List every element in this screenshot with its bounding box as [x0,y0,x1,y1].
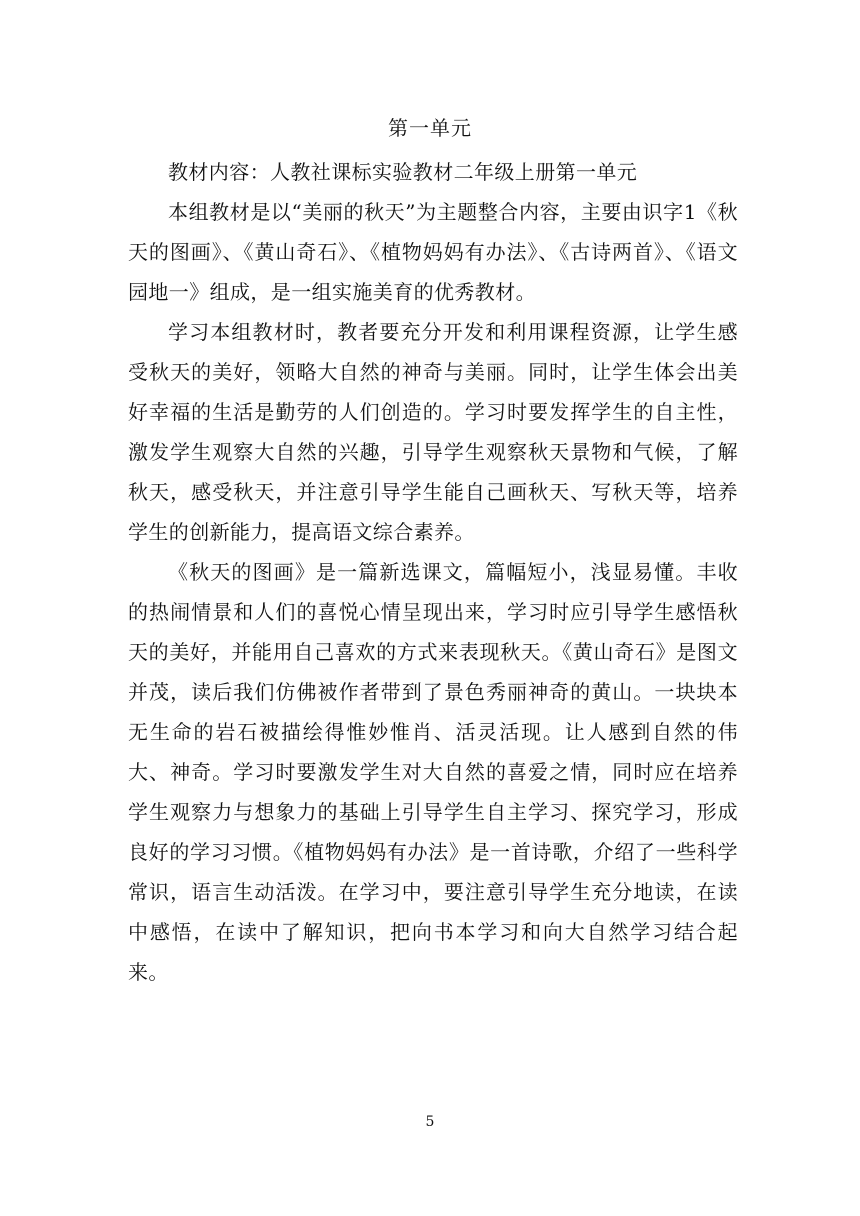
unit-title: 第一单元 [388,116,472,140]
paragraph-unit-overview: 本组教材是以“美丽的秋天”为主题整合内容，主要由识字1《秋天的图画》、《黄山奇石》、《植物妈妈有办法》、《古诗两首》、《语文园地一》组成，是一组实施美育的优秀教材。 [128,200,738,304]
page-number: 5 [425,1114,435,1130]
paragraph-material-content: 教材内容：人教社课标实验教材二年级上册第一单元 [168,160,638,184]
paragraph-lesson-analysis: 《秋天的图画》是一篇新选课文，篇幅短小，浅显易懂。丰收的热闹情景和人们的喜悦心情呈现出来，学习时应引导学生感悟秋天的美好，并能用自己喜欢的方式来表现秋天。《黄山奇石》是图文并茂，读后我们仿佛被作者带到了景色秀丽神奇的黄山。一块块本无生命的岩石被描绘得惟妙惟肖、活灵活现。让人感到自然的伟大、神奇。学习时要激发学生对大自然的喜爱之情，同时应在培养学生观察力与想象力的基础上引导学生自主学习、探究学习，形成良好的学习习惯。《植物妈妈有办法》是一首诗歌，介绍了一些科学常识，语言生动活泼。在学习中，要注意引导学生充分地读，在读中感悟，在读中了解知识，把向书本学习和向大自然学习结合起来。 [128,560,738,984]
paragraph-teaching-guidance: 学习本组教材时，教者要充分开发和利用课程资源，让学生感受秋天的美好，领略大自然的神奇与美丽。同时，让学生体会出美好幸福的生活是勤劳的人们创造的。学习时要发挥学生的自主性，激发学生观察大自然的兴趣，引导学生观察秋天景物和气候，了解秋天，感受秋天，并注意引导学生能自己画秋天、写秋天等，培养学生的创新能力，提高语文综合素养。 [128,320,738,544]
document-body [128,152,738,992]
